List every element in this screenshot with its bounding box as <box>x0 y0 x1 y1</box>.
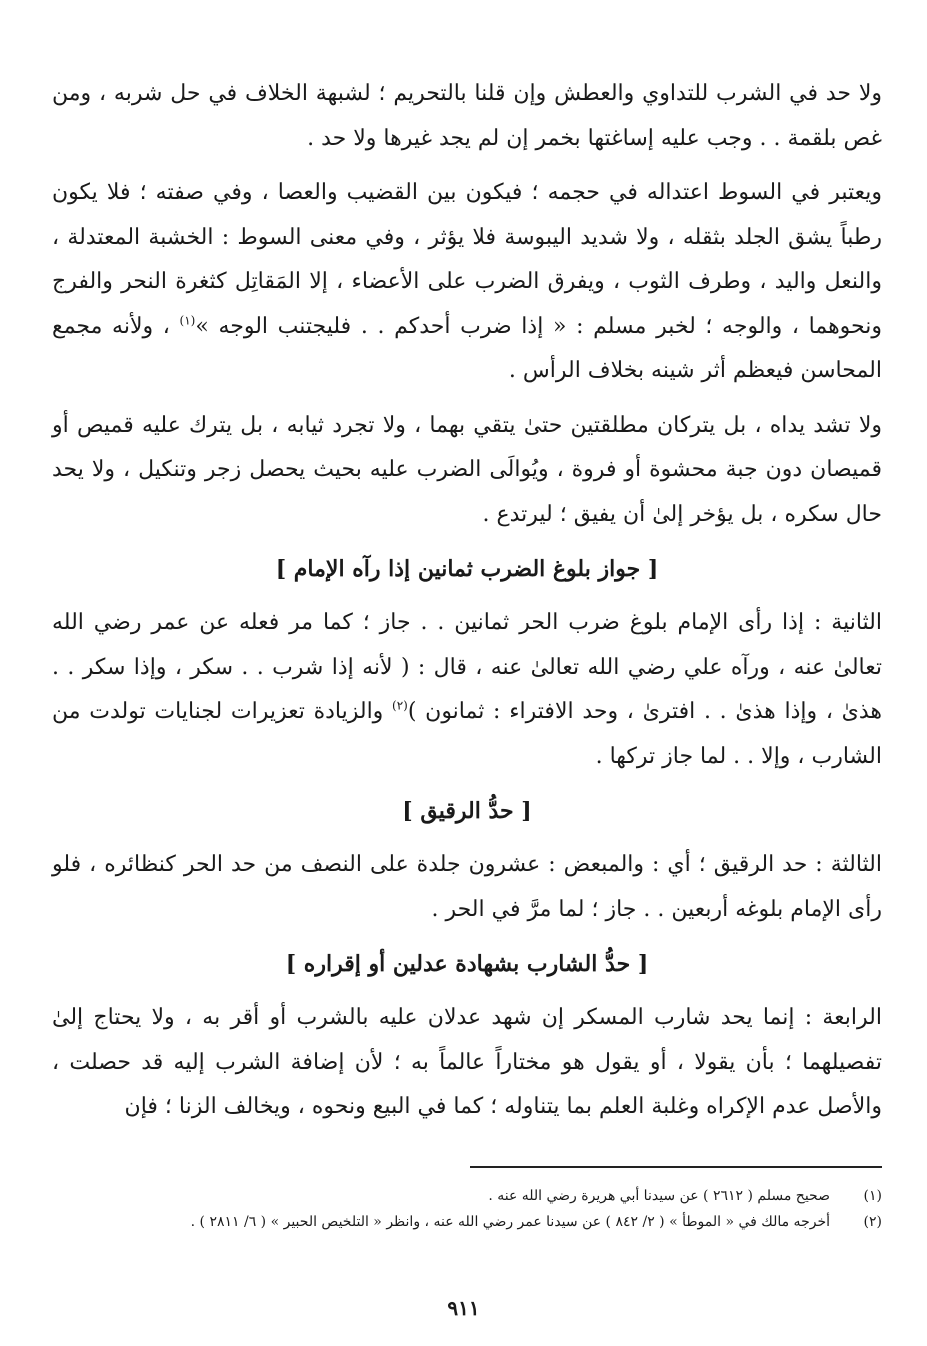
paragraph-4 <box>52 601 882 779</box>
footnote-2-number: (٢) <box>863 1214 882 1230</box>
paragraph-2-text-b: ، ولأنه مجمع المحاسن فيعظم أثر شينه بخلاف الرأس . <box>52 313 882 383</box>
footnote-1-number: (١) <box>863 1188 882 1204</box>
paragraph-5-text: الثالثة : حد الرقيق ؛ أي : والمبعض : عشرون جلدة على النصف من حد الحر كنظائره ، فلو رأى الإمام بلوغه أربعين . . جاز ؛ لما مرَّ في الحر . <box>52 852 882 922</box>
paragraph-4-text-a: الثانية : إذا رأى الإمام بلوغ ضرب الحر ثمانين . . جاز ؛ كما مر فعله عن عمر رضي الله تعالىٰ عنه ، ورآه علي رضي الله تعالىٰ عنه ، قال : ( لأنه إذا شرب . . سكر ، وإذا سكر . . هذىٰ ، وإذا هذىٰ . . افترىٰ ، وحد الافتراء : ثمانون ) <box>52 610 882 724</box>
footnote-1 <box>52 1183 882 1209</box>
footnote-divider <box>470 1166 882 1168</box>
page-number: ٩١١ <box>447 1296 480 1320</box>
paragraph-1 <box>52 72 882 161</box>
paragraph-6 <box>52 996 882 1130</box>
paragraph-3 <box>52 404 882 538</box>
paragraph-6-text: الرابعة : إنما يحد شارب المسكر إن شهد عدلان عليه بالشرب أو أقر به ، ولا يحتاج إلىٰ تفصيلهما ؛ بأن يقولا ، أو يقول هو مختاراً عالماً به ؛ لأن إضافة الشرب إليه قد حصلت ، والأصل عدم الإكراه وغلبة العلم بما يتناوله ؛ كما في البيع ونحوه ، ويخالف الزنا ؛ فإن <box>52 1005 882 1119</box>
section-heading-1: [ جواز بلوغ الضرب ثمانين إذا رآه الإمام ] <box>275 556 659 582</box>
footnote-2-text: أخرجه مالك في « الموطأ » ( ٢/ ٨٤٢ ) عن سيدنا عمر رضي الله عنه ، وانظر « التلخيص الحبير » ( ٦/ ٢٨١١ ) . <box>190 1214 830 1230</box>
page-body <box>52 72 882 1140</box>
footnotes <box>52 1183 882 1235</box>
footnote-ref-1[interactable]: (١) <box>179 313 196 328</box>
paragraph-5 <box>52 843 882 932</box>
section-heading-3: [ حدُّ الشارب بشهادة عدلين أو إقراره ] <box>285 951 649 977</box>
paragraph-3-text: ولا تشد يداه ، بل يتركان مطلقتين حتىٰ يتقي بهما ، ولا تجرد ثيابه ، بل يترك عليه قميص أو قميصان دون جبة محشوة أو فروة ، ويُوالَى الضرب عليه بحيث يحصل زجر وتنكيل ، ولا يحد حال سكره ، بل يؤخر إلىٰ أن يفيق ؛ ليرتدع . <box>52 412 882 527</box>
footnote-2 <box>52 1209 882 1235</box>
paragraph-2 <box>52 171 882 394</box>
paragraph-2-text-a: ويعتبر في السوط اعتداله في حجمه ؛ فيكون بين القضيب والعصا ، وفي صفته ؛ فلا يكون رطباً يشق الجلد بثقله ، ولا شديد اليبوسة فلا يؤثر ، وفي معنى السوط : الخشبة المعتدلة ، والنعل واليد ، وطرف الثوب ، ويفرق الضرب على الأعضاء ، إلا المَقاتِل كثغرة النحر والفرج ونحوهما ، والوجه ؛ لخبر مسلم : « إذا ضرب أحدكم . . فليجتنب الوجه » <box>52 180 882 339</box>
paragraph-4-text-b: والزيادة تعزيرات لجنايات تولدت من الشارب ، وإلا . . لما جاز تركها . <box>52 699 882 769</box>
footnote-1-text: صحيح مسلم ( ٢٦١٢ ) عن سيدنا أبي هريرة رضي الله عنه . <box>488 1188 830 1204</box>
footnote-ref-2[interactable]: (٢) <box>392 698 408 713</box>
paragraph-1-text: ولا حد في الشرب للتداوي والعطش وإن قلنا بالتحريم ؛ لشبهة الخلاف في حل شربه ، ومن غص بلقمة . . وجب عليه إساغتها بخمر إن لم يجد غيرها ولا حد . <box>52 81 882 151</box>
section-heading-2: [ حدُّ الرقيق ] <box>402 798 532 824</box>
